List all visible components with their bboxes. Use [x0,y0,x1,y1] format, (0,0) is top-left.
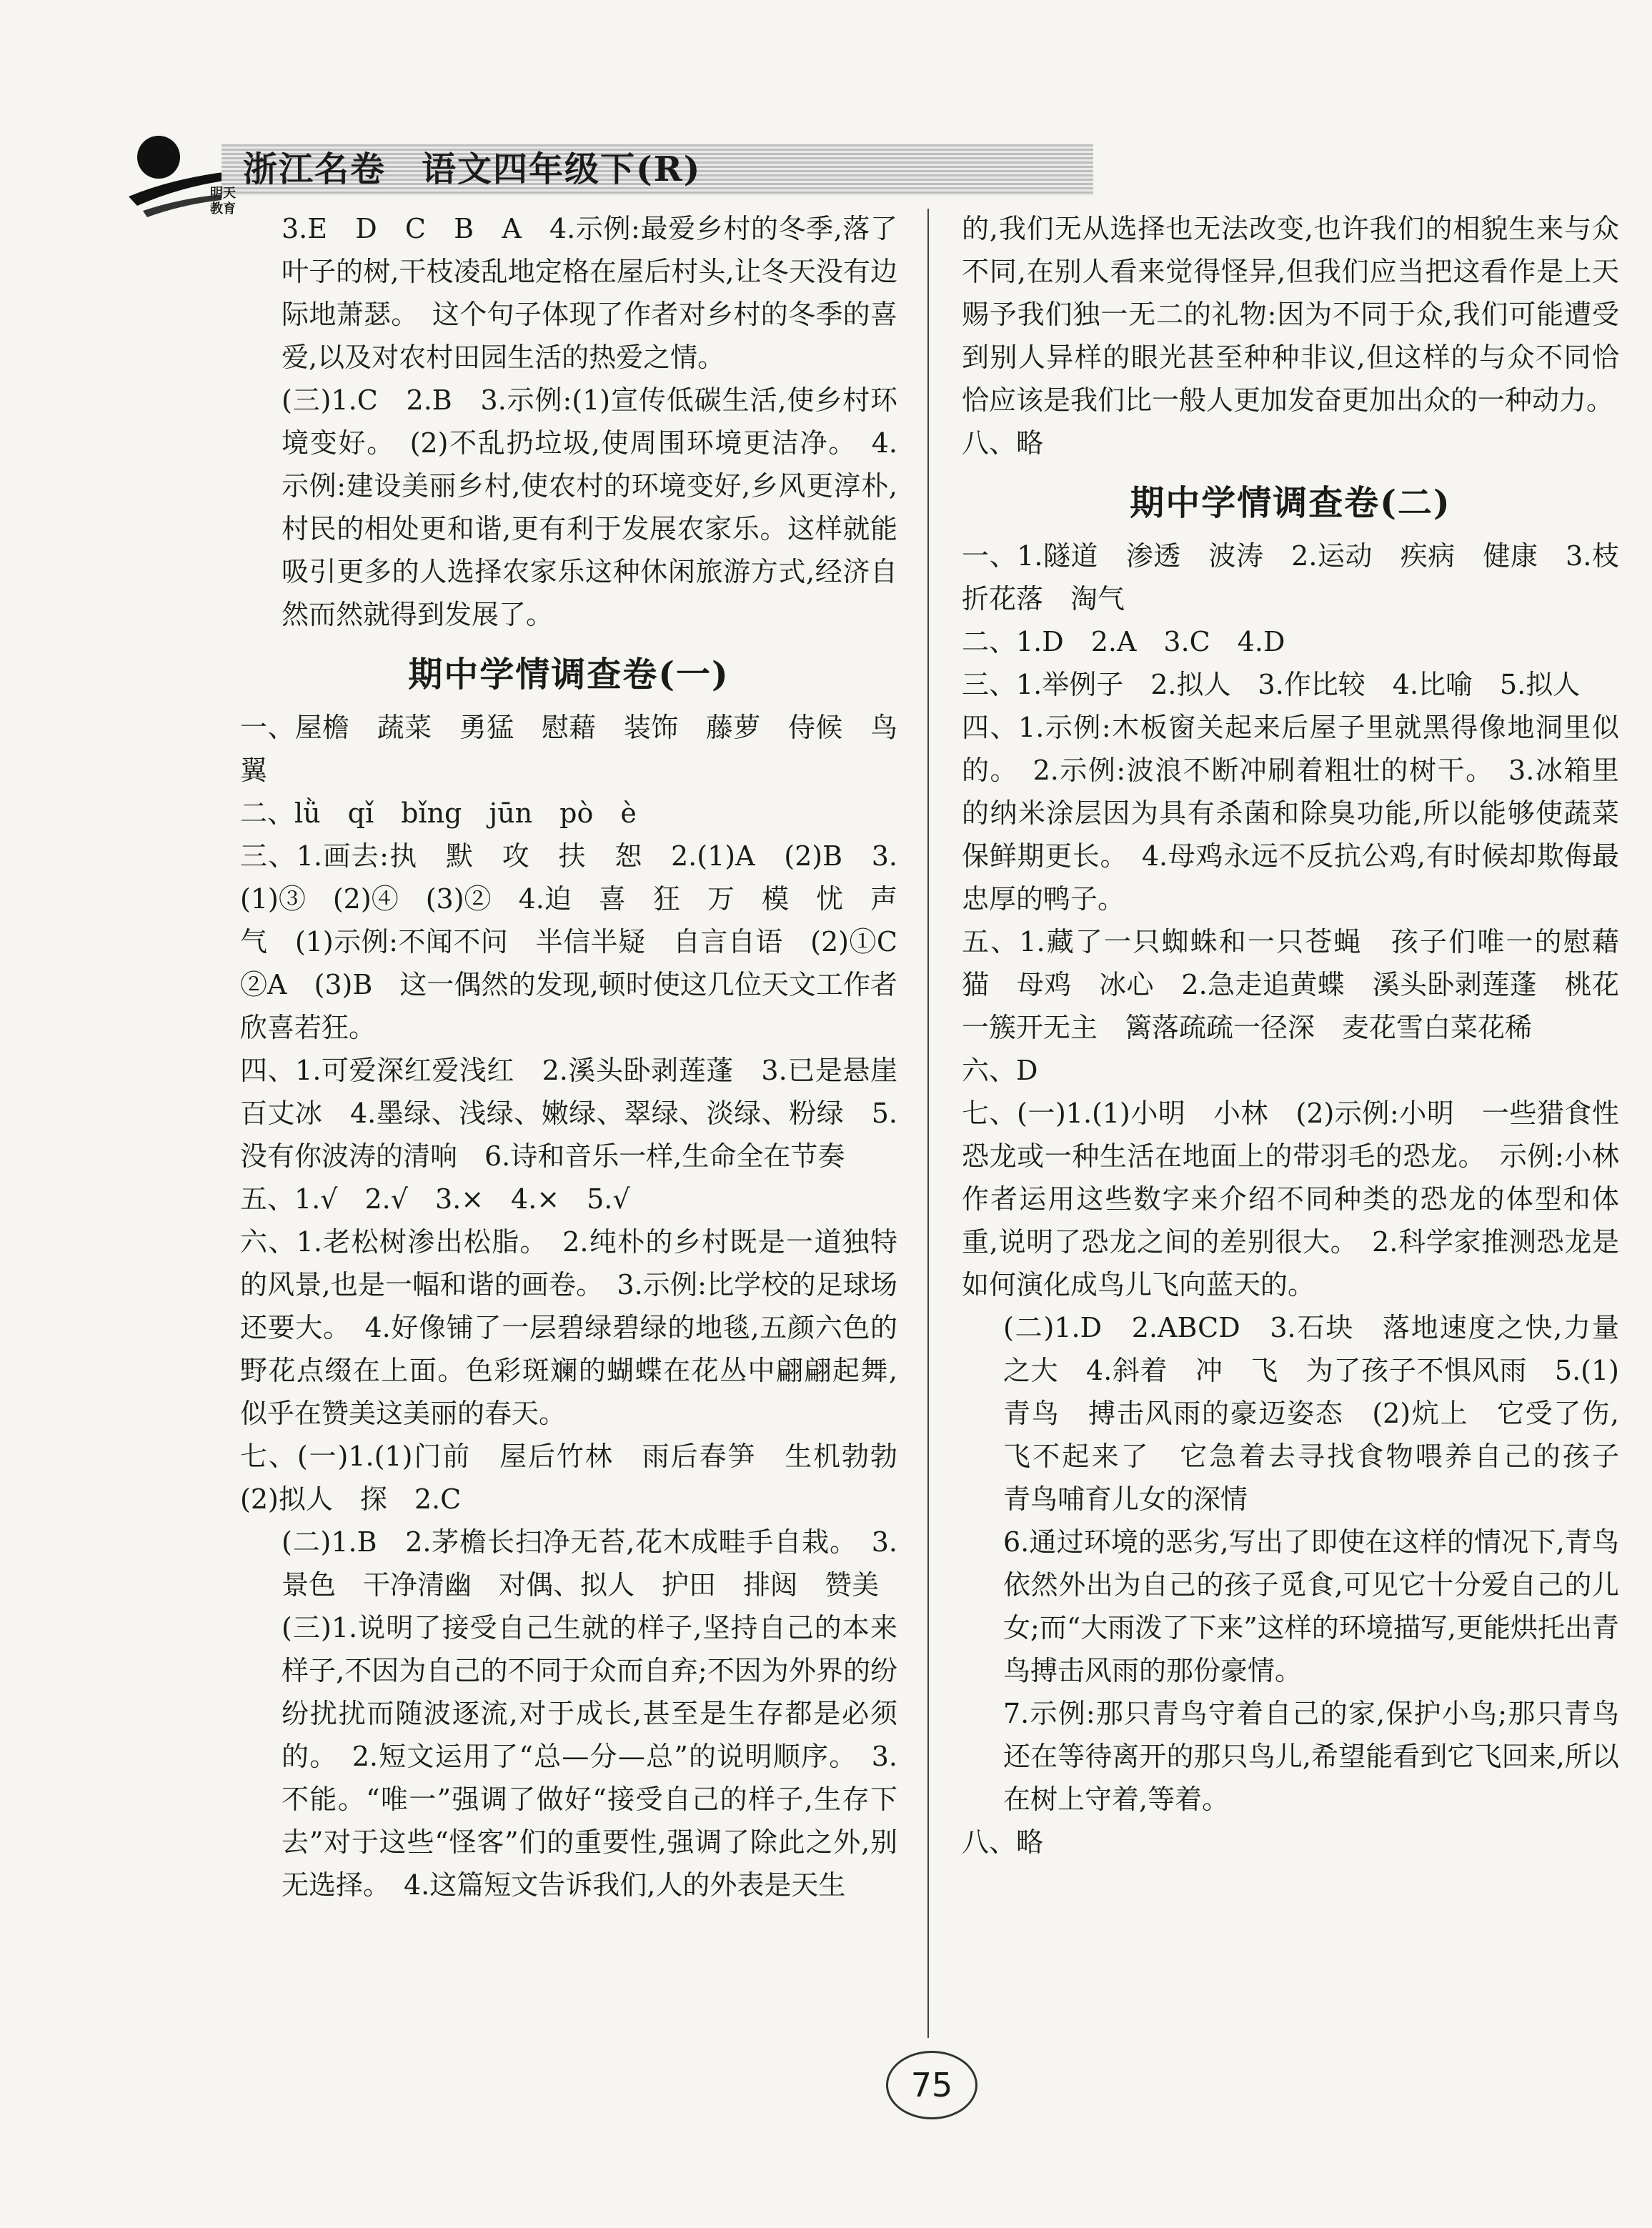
answer-item: 二、1.D 2.A 3.C 4.D [962,626,1285,657]
left-column [240,207,925,1906]
answer-item: 7.示例:那只青鸟守着自己的家,保护小鸟;那只青鸟还在等待离开的那只鸟儿,希望能看到它飞回来,所以在树上守着,等着。 [1003,1698,1619,1815]
answer-item: 三、1.画去:执 默 攻 扶 恕 2.(1)A (2)B 3.(1)③ (2)④ (3)② 4.迫 喜 狂 万 模 忧 声 气 (1)示例:不闻不问 半信半疑 自言自语 (2)①C ②A (3)B 这一偶然的发现,顿时使这几位天文工作者欣喜若狂。 [240,840,925,1043]
answer-item: 6.通过环境的恶劣,写出了即使在这样的情况下,青鸟依然外出为自己的孩子觅食,可见它十分爱自己的儿女;而“大雨泼了下来”这样的环境描写,更能烘托出青鸟搏击风雨的那份豪情。 [1003,1526,1619,1686]
answer-item: 六、1.老松树渗出松脂。 2.纯朴的乡村既是一道独特的风景,也是一幅和谐的画卷。 3.示例:比学校的足球场还要大。 4.好像铺了一层碧绿碧绿的地毯,五颜六色的野花点缀在上面。色彩斑斓的蝴蝶在花丛中翩翩起舞,似乎在赞美这美丽的春天。 [240,1226,897,1429]
answer-item: 五、1.√ 2.√ 3.× 4.× 5.√ [240,1183,630,1215]
answer-item: 一、1.隧道 渗透 波涛 2.运动 疾病 健康 3.枝折花落 淘气 [962,540,1619,615]
answer-item: (三)1.说明了接受自己生就的样子,坚持自己的本来样子,不因为自己的不同于众而自弃;不因为外界的纷纷扰扰而随波逐流,对于成长,甚至是生存都是必须的。 2.短文运用了“总—分—总”的说明顺序。 3.不能。“唯一”强调了做好“接受自己的样子,生存下去”对于这些“怪客”们的重要性,强调了除此之外,别无选择。 4.这篇短文告诉我们,人的外表是天生 [282,1612,897,1901]
answer-item: (二)1.B 2.茅檐长扫净无苔,花木成畦手自栽。 3.景色 干净清幽 对偶、拟人 护田 排闼 赞美 [282,1526,897,1601]
column-divider [927,209,929,2038]
section-heading-midterm-2: 期中学情调查卷(二) [1130,483,1451,523]
answer-item: 四、1.可爱深红爱浅红 2.溪头卧剥莲蓬 3.已是悬崖百丈冰 4.墨绿、浅绿、嫩绿、翠绿、淡绿、粉绿 5.没有你波涛的清响 6.诗和音乐一样,生命全在节奏 [240,1055,897,1172]
section-heading-midterm-1: 期中学情调查卷(一) [408,655,730,695]
answer-item: 三、1.举例子 2.拟人 3.作比较 4.比喻 5.拟人 [962,669,1581,700]
page-number: 75 [886,2051,977,2119]
answer-item: 五、1.藏了一只蜘蛛和一只苍蝇 孩子们唯一的慰藉 猫 母鸡 冰心 2.急走追黄蝶 溪头卧剥莲蓬 桃花一簇开无主 篱落疏疏一径深 麦花雪白菜花稀 [962,926,1647,1043]
answer-item: 六、D [962,1055,1038,1086]
answer-paragraph: 3.E D C B A 4.示例:最爱乡村的冬季,落了叶子的树,干枝凌乱地定格在屋后村头,让冬天没有边际地萧瑟。 这个句子体现了作者对乡村的冬季的喜爱,以及对农村田园生活的热爱之情。 [282,213,897,373]
answer-item: 八、略 [962,1826,1044,1858]
answer-paragraph: (三)1.C 2.B 3.示例:(1)宣传低碳生活,使乡村环境变好。 (2)不乱扔垃圾,使周围环境更洁净。 4.示例:建设美丽乡村,使农村的环境变好,乡风更淳朴,村民的相处更和谐,更有利于发展农家乐。这样就能吸引更多的人选择农家乐这种休闲旅游方式,经济自然而然就得到发展了。 [282,384,897,630]
answer-item: 八、略 [962,427,1044,459]
answer-paragraph: 的,我们无从选择也无法改变,也许我们的相貌生来与众不同,在别人看来觉得怪异,但我们应当把这看作是上天赐予我们独一无二的礼物:因为不同于众,我们可能遭受到别人异样的眼光甚至种种非议,但这样的与众不同恰恰应该是我们比一般人更加发奋更加出众的一种动力。 [962,213,1619,416]
answer-item: (二)1.D 2.ABCD 3.石块 落地速度之快,力量之大 4.斜着 冲 飞 为了孩子不惧风雨 5.(1)青鸟 搏击风雨的豪迈姿态 (2)炕上 它受了伤,飞不起来了 它急着去寻找食物喂养自己的孩子 青鸟哺育儿女的深情 [1003,1312,1647,1515]
answer-item: 一、屋檐 蔬菜 勇猛 慰藉 装饰 藤萝 侍候 鸟翼 [240,712,897,786]
answer-item: 二、lǜ qǐ bǐng jūn pò è [240,797,637,829]
answer-item: 四、1.示例:木板窗关起来后屋子里就黑得像地洞里似的。 2.示例:波浪不断冲刷着粗壮的树干。 3.冰箱里的纳米涂层因为具有杀菌和除臭功能,所以能够使蔬菜保鲜期更长。 4.母鸡永远不反抗公鸡,有时候却欺侮最忠厚的鸭子。 [962,712,1619,915]
brand-label: 明天教育 [210,186,236,217]
book-title: 浙江名卷 语文四年级下(R) [243,149,702,189]
answer-item: 七、(一)1.(1)门前 屋后竹林 雨后春笋 生机勃勃 (2)拟人 探 2.C [240,1441,925,1515]
right-column [962,207,1647,1864]
answer-item: 七、(一)1.(1)小明 小林 (2)示例:小明 一些猎食性恐龙或一种生活在地面上的带羽毛的恐龙。 示例:小林 作者运用这些数字来介绍不同种类的恐龙的体型和体重,说明了恐龙之间的差别很大。 2.科学家推测恐龙是如何演化成鸟儿飞向蓝天的。 [962,1098,1647,1301]
